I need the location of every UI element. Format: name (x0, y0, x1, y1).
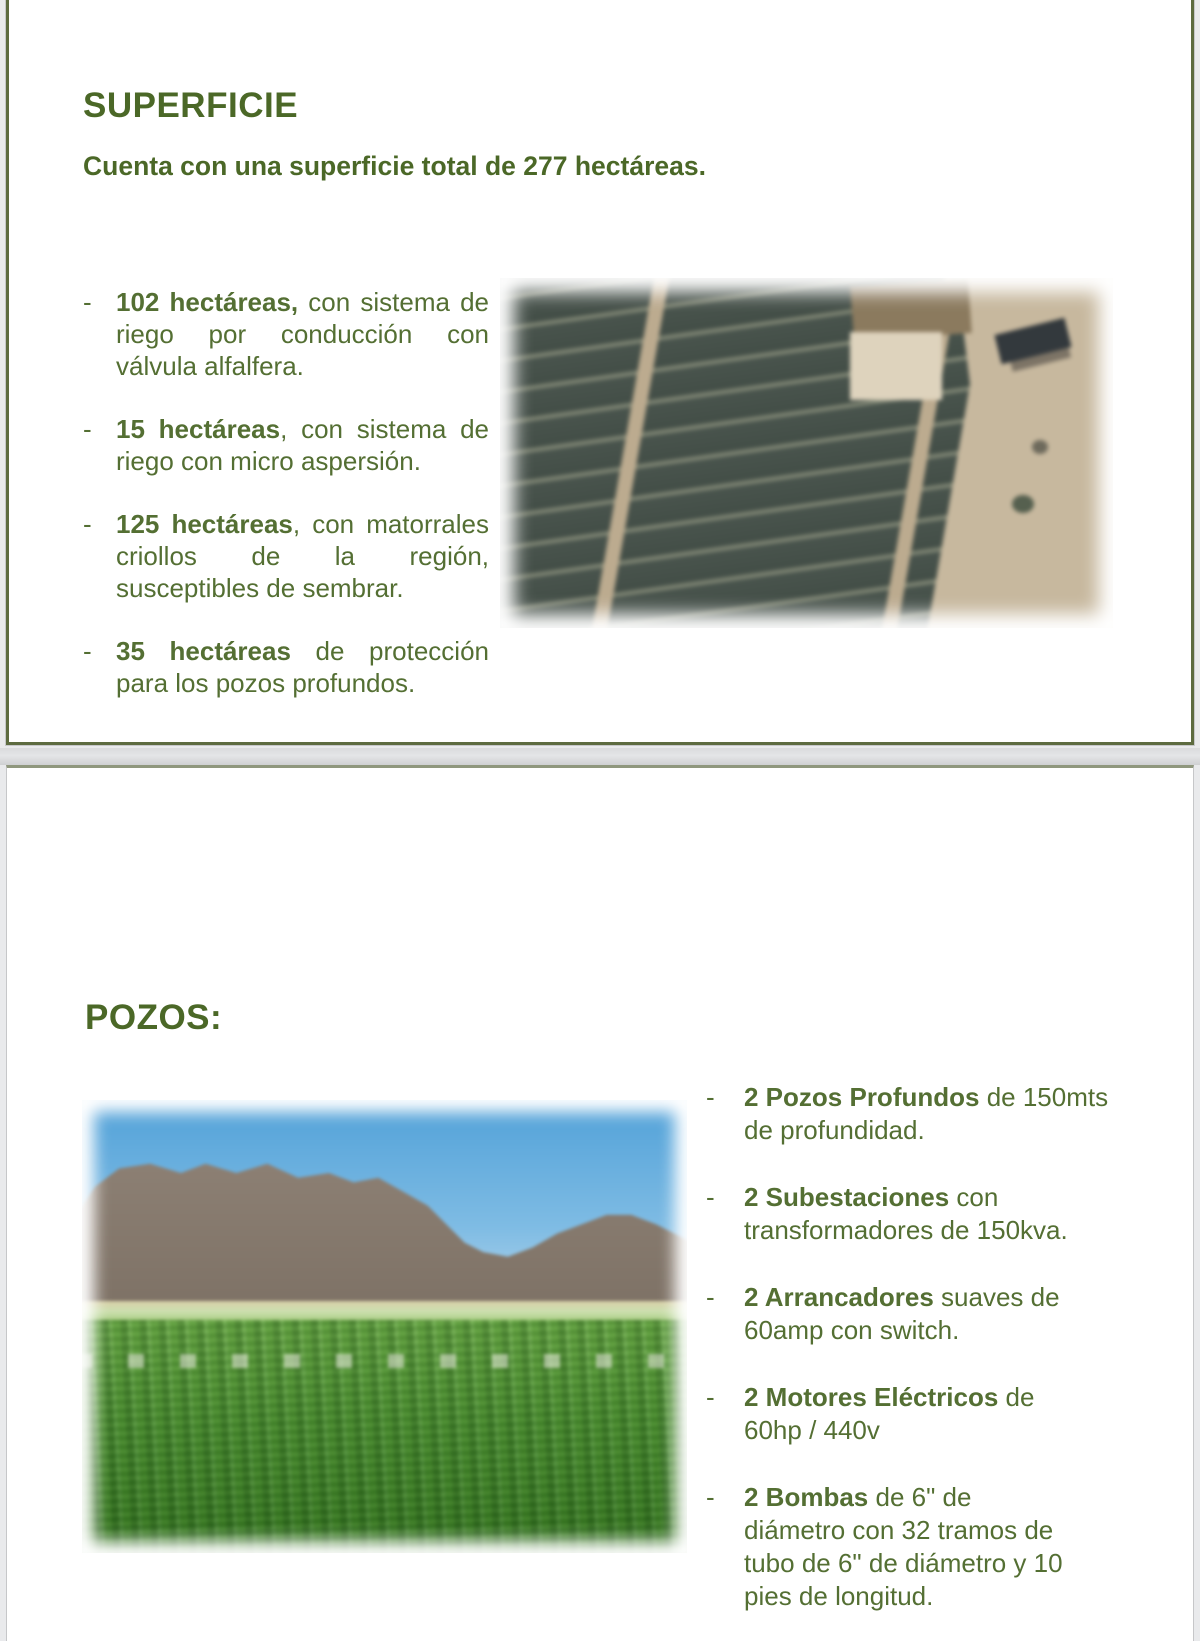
list-item-text (744, 1381, 1094, 1447)
list-item-text (116, 286, 489, 382)
bullet-dash: - (706, 1082, 715, 1112)
list-item-lead: 2 Pozos Profundos (744, 1082, 980, 1112)
list-item-text (116, 508, 489, 604)
list-item-rest: de 6" de diámetro con 32 tramos de tubo de 6" de diámetro y 10 pies de longitud. (744, 1482, 1063, 1611)
list-item-text (744, 1081, 1109, 1147)
list-item-rest: de 150mts de profundidad. (744, 1082, 1109, 1145)
page-gap (0, 748, 1200, 765)
page-1-superficie (6, 0, 1194, 745)
list-item-rest: , con sistema de riego con micro aspersión. (116, 414, 489, 476)
list-item-lead: 102 hectáreas, (116, 287, 299, 317)
list-item (706, 1481, 1109, 1613)
page-subtitle: Cuenta con una superficie total de 277 hectáreas. (83, 151, 706, 181)
list-item (706, 1181, 1109, 1247)
bullet-dash: - (83, 636, 92, 666)
list-item-text (744, 1481, 1079, 1613)
list-item-text (116, 413, 489, 477)
image-soft-edge (82, 1100, 687, 1553)
page-title: SUPERFICIE (83, 86, 299, 125)
list-item-rest: , con matorrales criollos de la región, susceptibles de sembrar. (116, 509, 490, 603)
bullet-list (83, 286, 489, 730)
list-item-lead: 2 Motores Eléctricos (744, 1382, 999, 1412)
list-item (706, 1381, 1109, 1447)
list-item-lead: 2 Bombas (744, 1482, 869, 1512)
bullet-dash: - (706, 1182, 715, 1212)
list-item-lead: 2 Arrancadores (744, 1282, 934, 1312)
list-item-rest: con transformadores de 150kva. (744, 1182, 1068, 1245)
page-title: POZOS: (85, 998, 223, 1037)
list-item (83, 413, 489, 477)
list-item-lead: 15 hectáreas (116, 414, 281, 444)
list-item-text (116, 635, 489, 699)
image-soft-edge (500, 278, 1113, 628)
list-item-rest: con sistema de riego por conducción con válvula alfalfera. (116, 287, 490, 381)
bullet-dash: - (83, 287, 92, 317)
satellite-field-image (500, 278, 1113, 628)
list-item (706, 1081, 1109, 1147)
list-item-lead: 125 hectáreas (116, 509, 293, 539)
bullet-dash: - (706, 1482, 715, 1512)
list-item (706, 1281, 1109, 1347)
list-item-rest: suaves de 60amp con switch. (744, 1282, 1060, 1345)
list-item (83, 508, 489, 604)
list-item-rest: de 60hp / 440v (744, 1382, 1035, 1445)
bullet-dash: - (706, 1382, 715, 1412)
bullet-dash: - (83, 509, 92, 539)
bullet-dash: - (83, 414, 92, 444)
alfalfa-field-photo (82, 1100, 687, 1553)
list-item-text (744, 1181, 1104, 1247)
page-2-pozos (6, 765, 1194, 1641)
list-item (83, 286, 489, 382)
list-item-lead: 2 Subestaciones (744, 1182, 950, 1212)
list-item-text (744, 1281, 1074, 1347)
list-item-lead: 35 hectáreas (116, 636, 291, 666)
bullet-dash: - (706, 1282, 715, 1312)
list-item-rest: de protección para los pozos profundos. (116, 636, 490, 698)
bullet-list (706, 1081, 1109, 1641)
list-item (83, 635, 489, 699)
